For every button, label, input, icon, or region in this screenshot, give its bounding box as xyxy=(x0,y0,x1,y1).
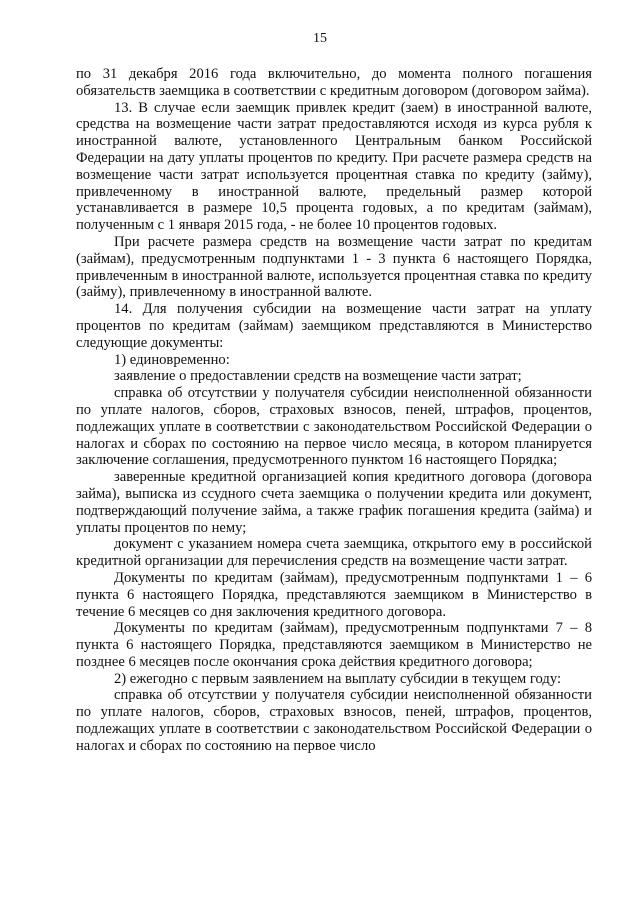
paragraph-application: заявление о предоставлении средств на возмещение части затрат; xyxy=(114,368,522,385)
paragraph-documents-1-6: Документы по кредитам (займам), предусмотренным подпунктами 1 – 6 пункта 6 настоящего Порядка, представляются заемщиком в Министерство в течение 6 месяцев со дня заключения кредитного договора. xyxy=(76,569,592,620)
paragraph-continuation: по 31 декабря 2016 года включительно, до момента полного погашения обязательств заемщика в соответствии с кредитным договором (договором займа). xyxy=(76,66,592,99)
paragraph-item-14: 14. Для получения субсидии на возмещение части затрат на уплату процентов по кредитам (займам) заемщиком представляются в Министерство следующие документы: xyxy=(76,301,592,351)
paragraph-foreign-currency-rate: При расчете размера средств на возмещение части затрат по кредитам (займам), предусмотренным подпунктами 1 - 3 пункта 6 настоящего Порядка, привлеченным в иностранной валюте, используется процентная ставка по кредиту (займу), привлеченному в иностранной валюте. xyxy=(76,233,592,301)
paragraph-documents-7-8: Документы по кредитам (займам), предусмотренным подпунктами 7 – 8 пункта 6 настоящего Порядка, представляются заемщиком в Министерство не позднее 6 месяцев после окончания срока действия кредитного договора; xyxy=(76,620,592,670)
page-number: 15 xyxy=(313,31,327,46)
paragraph-annually: 2) ежегодно с первым заявлением на выплату субсидии в текущем году: xyxy=(114,670,562,687)
paragraph-tax-certificate-annual: справка об отсутствии у получателя субсидии неисполненной обязанности по уплате налогов, сборов, страховых взносов, пеней, штрафов, процентов, подлежащих уплате в соответствии с законодательством Российской Федерации о налогах и сборах по состоянию на первое число xyxy=(76,687,592,754)
paragraph-account-document: документ с указанием номера счета заемщика, открытого ему в российской кредитной организации для перечисления средств на возмещение части затрат. xyxy=(76,536,592,570)
document-body xyxy=(76,66,592,755)
paragraph-certified-copy: заверенные кредитной организацией копия кредитного договора (договора займа), выписка из ссудного счета заемщика о получении кредита или документ, подтверждающий получение займа, а также график погашения кредита (займа) и уплаты процентов по нему; xyxy=(76,469,592,536)
paragraph-item-13: 13. В случае если заемщик привлек кредит (заем) в иностранной валюте, средства на возмещение части затрат предоставляются исходя из курса рубля к иностранной валюте, установленного Центральным банком Российской Федерации на дату уплаты процентов по кредиту. При расчете размера средств на возмещение части затрат используется процентная ставка по кредиту (займу), привлеченному в иностранной валюте, предельный размер которой устанавливается в размере 10,5 процента годовых, а по кредитам (займам), полученным с 1 января 2015 года, - не более 10 процентов годовых. xyxy=(76,99,592,234)
paragraph-tax-certificate: справка об отсутствии у получателя субсидии неисполненной обязанности по уплате налогов, сборов, страховых взносов, пеней, штрафов, процентов, подлежащих уплате в соответствии с законодательством Российской Федерации о налогах и сборах по состоянию на первое число месяца, в котором планируется заключение соглашения, предусмотренного пунктом 16 настоящего Порядка; xyxy=(76,385,592,469)
paragraph-one-time: 1) единовременно: xyxy=(114,351,230,368)
